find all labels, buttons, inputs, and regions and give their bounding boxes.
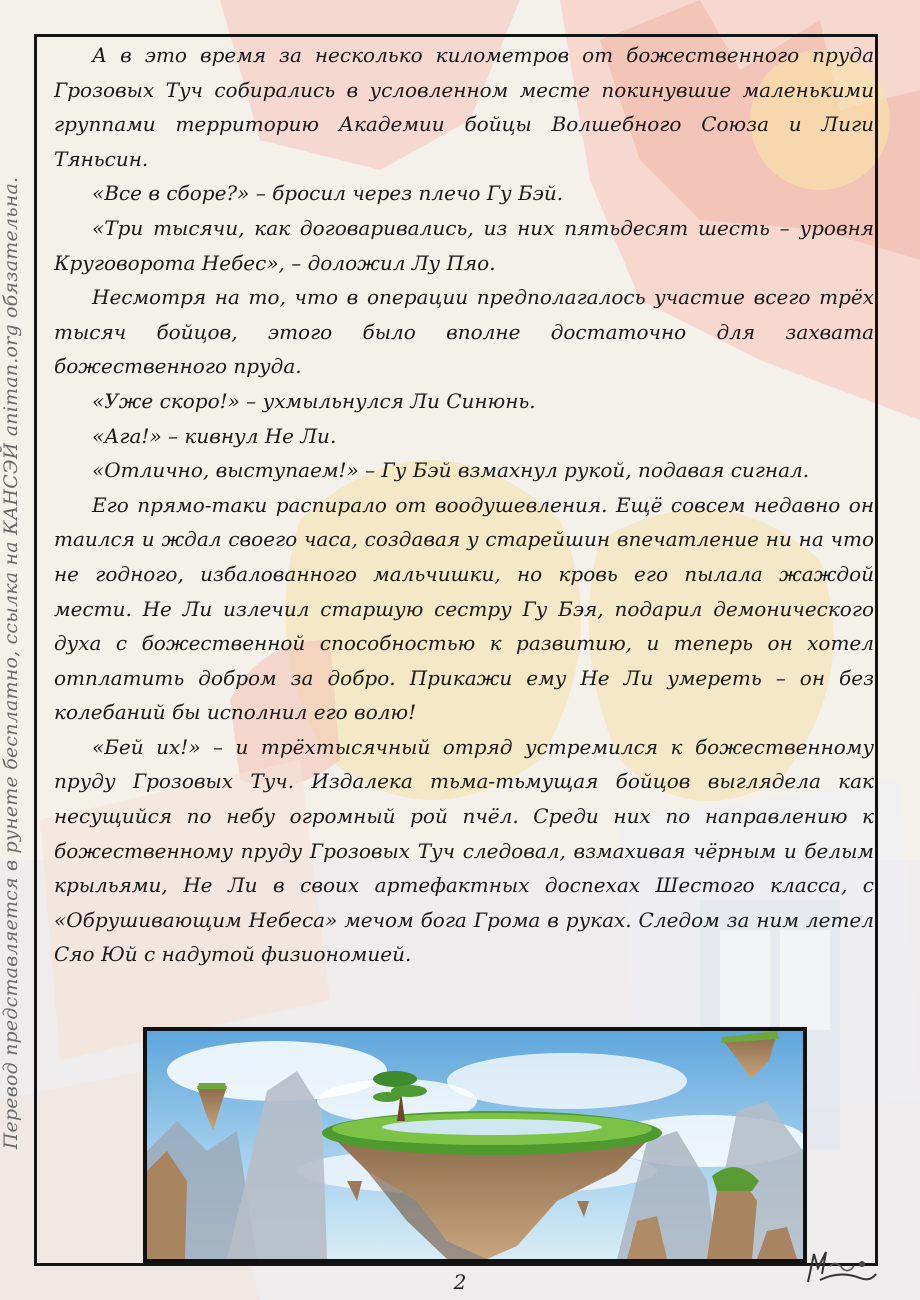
paragraph: «Отлично, выступаем!» – Гу Бэй взмахнул рукой, подавая сигнал. xyxy=(92,458,810,483)
paragraph: «Ага!» – кивнул Не Ли. xyxy=(92,423,337,448)
page-number: 2 xyxy=(453,1270,467,1294)
paragraph: Его прямо-таки распирало от воодушевления. Ещё совсем недавно он таился и ждал своего часа, создавая у старейшин впечатление ни на что не годного, избалованного мальчишки, но кровь его пылала жаждой мести. Не Ли излечил старшую сестру Гу Бэя, подарил демонического духа с божественной способностью к развитию, и теперь он хотел отплатить добром за добро. Прикажи ему Не Ли умереть – он без колебаний бы исполнил его волю! xyxy=(54,492,874,725)
floating-island-illustration xyxy=(147,1031,803,1259)
paragraph: «Три тысячи, как договаривались, из них пятьдесят шесть – уровня Круговорота Небес», – доложил Лу Пяо. xyxy=(54,215,874,275)
translation-credit: Перевод представляется в рунете бесплатно, ссылка на КАНСЭЙ animan.org обязательна. xyxy=(0,176,22,1150)
illustration-panel xyxy=(143,1027,807,1263)
paragraph: «Бей их!» – и трёхтысячный отряд устремился к божественному пруду Грозовых Туч. Издалека тьма-тьмущая бойцов выглядела как несущийся по небу огромный рой пчёл. Среди них по направлению к божественному пруду Грозовых Туч следовал, взмахивая чёрным и белым крыльями, Не Ли в своих артефактных доспехах Шестого класса, с «Обрушивающим Небеса» мечом бога Грома в руках. Следом за ним летел Сяо Юй с надутой физиономией. xyxy=(54,734,874,967)
paragraph: А в это время за несколько километров от божественного пруда Грозовых Туч собирались в условленном месте покинувшие маленькими группами территорию Академии бойцы Волшебного Союза и Лиги Тяньсин. xyxy=(54,43,874,171)
paragraph: «Уже скоро!» – ухмыльнулся Ли Синюнь. xyxy=(92,388,536,413)
paragraph: «Все в сборе?» – бросил через плечо Гу Бэй. xyxy=(92,181,564,206)
story-text xyxy=(54,38,874,972)
paragraph: Несмотря на то, что в операции предполагалось участие всего трёх тысяч бойцов, этого было вполне достаточно для захвата божественного пруда. xyxy=(54,285,874,379)
kansei-signature-logo xyxy=(800,1244,880,1294)
